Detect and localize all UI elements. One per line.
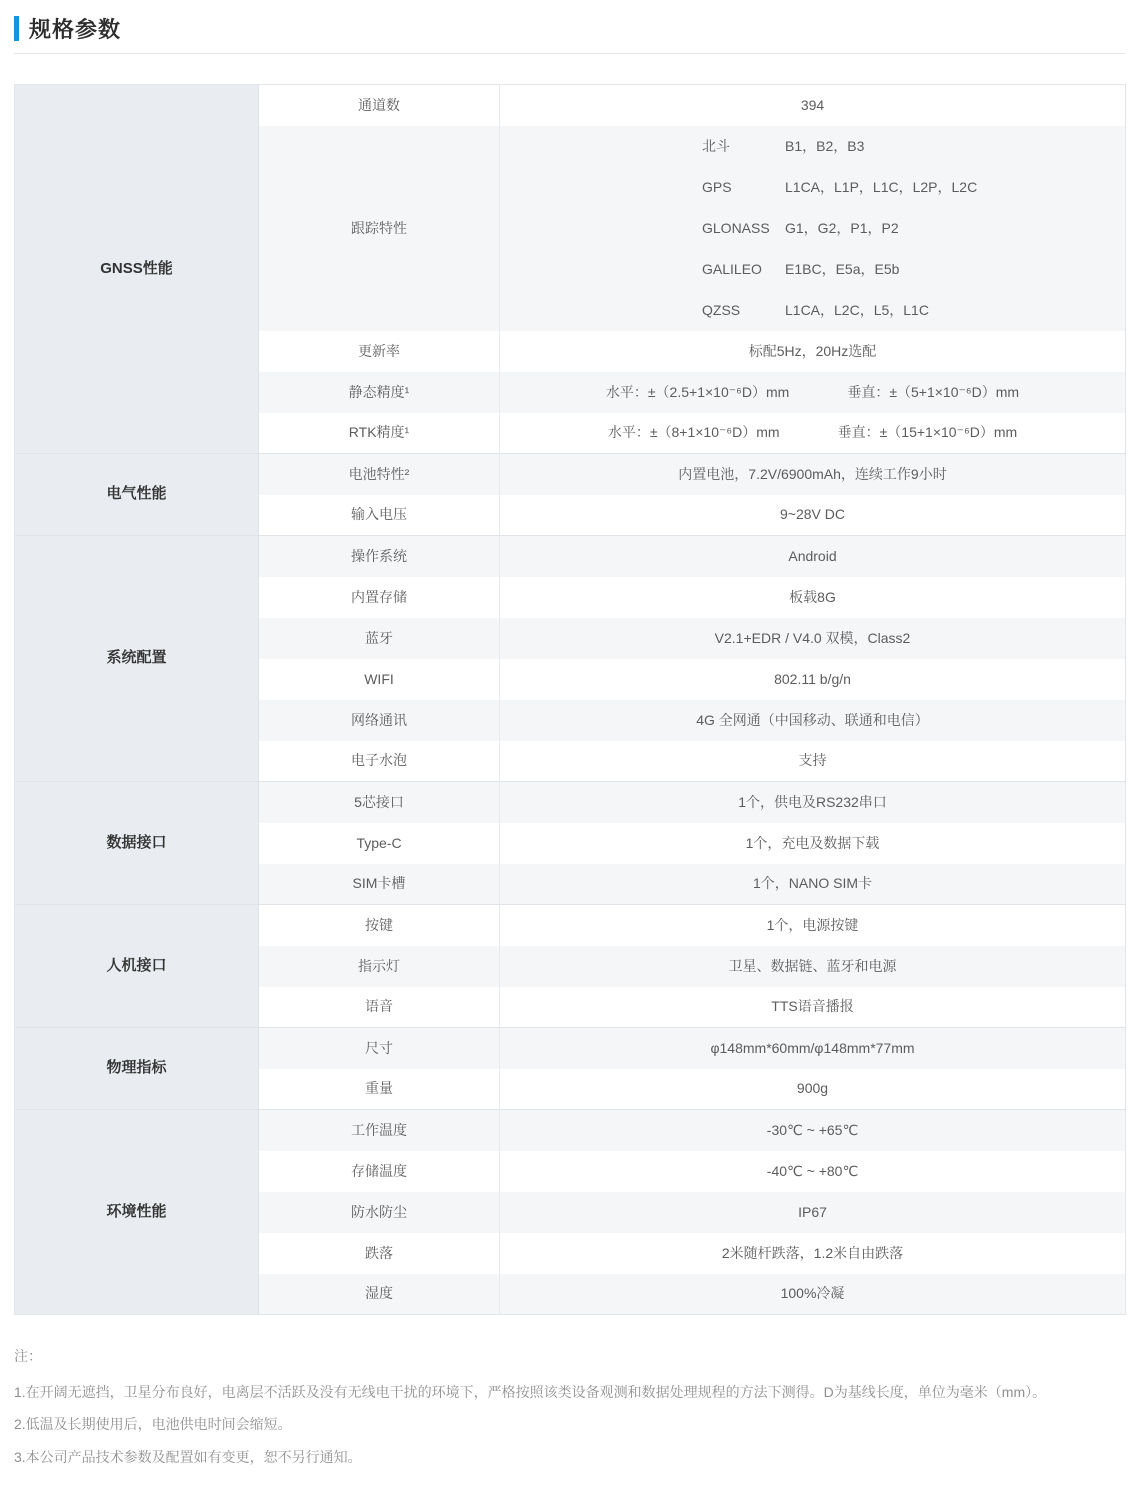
value-cell: 卫星、数据链、蓝牙和电源 <box>500 946 1126 987</box>
category-cell: 物理指标 <box>15 1028 259 1110</box>
param-cell: 工作温度 <box>259 1110 500 1151</box>
gnss-system-name: 北斗 <box>702 137 730 154</box>
gnss-system-name: GPS <box>702 178 732 195</box>
vertical-accuracy: 垂直：±（5+1×10⁻⁶D）mm <box>847 383 1020 400</box>
value-cell: V2.1+EDR / V4.0 双模，Class2 <box>500 618 1126 659</box>
accuracy-pair <box>506 383 1119 402</box>
param-cell: 5芯接口 <box>259 782 500 823</box>
param-cell: 静态精度¹ <box>259 372 500 413</box>
spec-row <box>15 454 1126 495</box>
value-cell: -40℃ ~ +80℃ <box>766 1162 859 1179</box>
gnss-system-name: QZSS <box>702 301 741 318</box>
param-cell: 电池特性² <box>259 454 500 495</box>
gnss-signals: G1，G2，P1，P2 <box>785 219 899 236</box>
value-cell: -30℃ ~ +65℃ <box>500 1110 1126 1151</box>
category-cell: 环境性能 <box>15 1110 259 1315</box>
value-cell: 1个，NANO SIM卡 <box>500 864 1126 905</box>
param-cell: SIM卡槽 <box>259 864 500 905</box>
tracking-line <box>702 208 1119 249</box>
category-cell: 人机接口 <box>15 905 259 1028</box>
value-cell: 100%冷凝 <box>500 1274 1126 1315</box>
value-cell <box>500 126 1126 331</box>
value-cell <box>500 372 1126 413</box>
tracking-line <box>702 167 1119 208</box>
accuracy-pair <box>506 423 1119 442</box>
value-cell: 内置电池，7.2V/6900mAh，连续工作9小时 <box>500 454 1126 495</box>
gnss-signals: E1BC，E5a，E5b <box>785 260 900 277</box>
note-item: 2.低温及长期使用后，电池供电时间会缩短。 <box>14 1416 292 1433</box>
param-cell: 重量 <box>259 1069 500 1110</box>
value-cell: 900g <box>796 1080 829 1097</box>
category-cell: 系统配置 <box>15 536 259 782</box>
spec-row <box>15 85 1126 126</box>
category-cell: 数据接口 <box>15 782 259 905</box>
gnss-system-name: GALILEO <box>702 260 762 277</box>
param-cell: 通道数 <box>259 85 500 126</box>
value-cell: 支持 <box>798 752 827 769</box>
gnss-system-name: GLONASS <box>702 219 770 236</box>
spec-row <box>15 782 1126 823</box>
header-divider <box>14 53 1125 54</box>
category-cell: GNSS性能 <box>15 85 259 454</box>
gnss-signals: L1CA，L1P，L1C，L2P，L2C <box>785 178 978 195</box>
value-cell: 802.11 b/g/n <box>774 670 851 687</box>
param-cell: 语音 <box>259 987 500 1028</box>
value-cell: 2米随杆跌落，1.2米自由跌落 <box>721 1244 904 1261</box>
param-cell: 电子水泡 <box>259 741 500 782</box>
value-cell: 394 <box>800 96 825 113</box>
value-cell: 标配5Hz，20Hz选配 <box>748 342 877 359</box>
note-item: 1.在开阔无遮挡，卫星分布良好，电离层不活跃及没有无线电干扰的环境下，严格按照该类设备观测和数据处理规程的方法下测得。D为基线长度，单位为毫米（mm）。 <box>14 1384 1047 1400</box>
tracking-line <box>702 126 1119 167</box>
param-cell: 跟踪特性 <box>259 126 500 331</box>
value-cell: TTS语音播报 <box>771 998 854 1015</box>
param-cell: 按键 <box>259 905 500 946</box>
param-cell: 尺寸 <box>259 1028 500 1069</box>
param-cell: 跌落 <box>259 1233 500 1274</box>
value-cell: 9~28V DC <box>780 506 845 523</box>
gnss-signals: L1CA，L2C，L5，L1C <box>785 301 929 318</box>
horizontal-accuracy: 水平：±（8+1×10⁻⁶D）mm <box>607 424 780 441</box>
param-cell: 网络通讯 <box>259 700 500 741</box>
value-cell: φ148mm*60mm/φ148mm*77mm <box>500 1028 1126 1069</box>
param-cell: RTK精度¹ <box>259 413 500 454</box>
value-cell: 板载8G <box>789 588 836 605</box>
param-cell: 内置存储 <box>259 577 500 618</box>
value-cell: 1个，电源按键 <box>500 905 1126 946</box>
param-cell: 操作系统 <box>259 536 500 577</box>
title-accent-bar <box>14 16 19 41</box>
spec-row <box>15 905 1126 946</box>
horizontal-accuracy: 水平：±（2.5+1×10⁻⁶D）mm <box>605 383 790 400</box>
page-title: 规格参数 <box>29 16 122 42</box>
value-cell: 1个，供电及RS232串口 <box>500 782 1126 823</box>
value-cell <box>500 413 1126 454</box>
param-cell: Type-C <box>259 823 500 864</box>
spec-table <box>14 84 1126 1315</box>
param-cell: 蓝牙 <box>259 618 500 659</box>
notes-block <box>14 1346 1125 1465</box>
spec-row <box>15 536 1126 577</box>
value-cell: IP67 <box>500 1192 1126 1233</box>
param-cell: 更新率 <box>259 331 500 372</box>
section-header <box>14 13 1125 43</box>
param-cell: 存储温度 <box>259 1151 500 1192</box>
value-cell: 4G 全网通（中国移动、联通和电信） <box>500 700 1126 741</box>
param-cell: 湿度 <box>259 1274 500 1315</box>
param-cell: 指示灯 <box>259 946 500 987</box>
gnss-signals: B1，B2，B3 <box>785 137 865 154</box>
tracking-line <box>702 290 1119 331</box>
spec-row <box>15 1028 1126 1069</box>
param-cell: 防水防尘 <box>259 1192 500 1233</box>
notes-label: 注： <box>14 1348 42 1364</box>
value-cell: Android <box>500 536 1126 577</box>
category-cell: 电气性能 <box>15 454 259 536</box>
param-cell: WIFI <box>259 659 500 700</box>
spec-row <box>15 1110 1126 1151</box>
tracking-list <box>506 126 1119 331</box>
vertical-accuracy: 垂直：±（15+1×10⁻⁶D）mm <box>837 424 1018 441</box>
param-cell: 输入电压 <box>259 495 500 536</box>
tracking-line <box>702 249 1119 290</box>
value-cell: 1个，充电及数据下载 <box>745 834 880 851</box>
note-item: 3.本公司产品技术参数及配置如有变更，恕不另行通知。 <box>14 1448 362 1465</box>
